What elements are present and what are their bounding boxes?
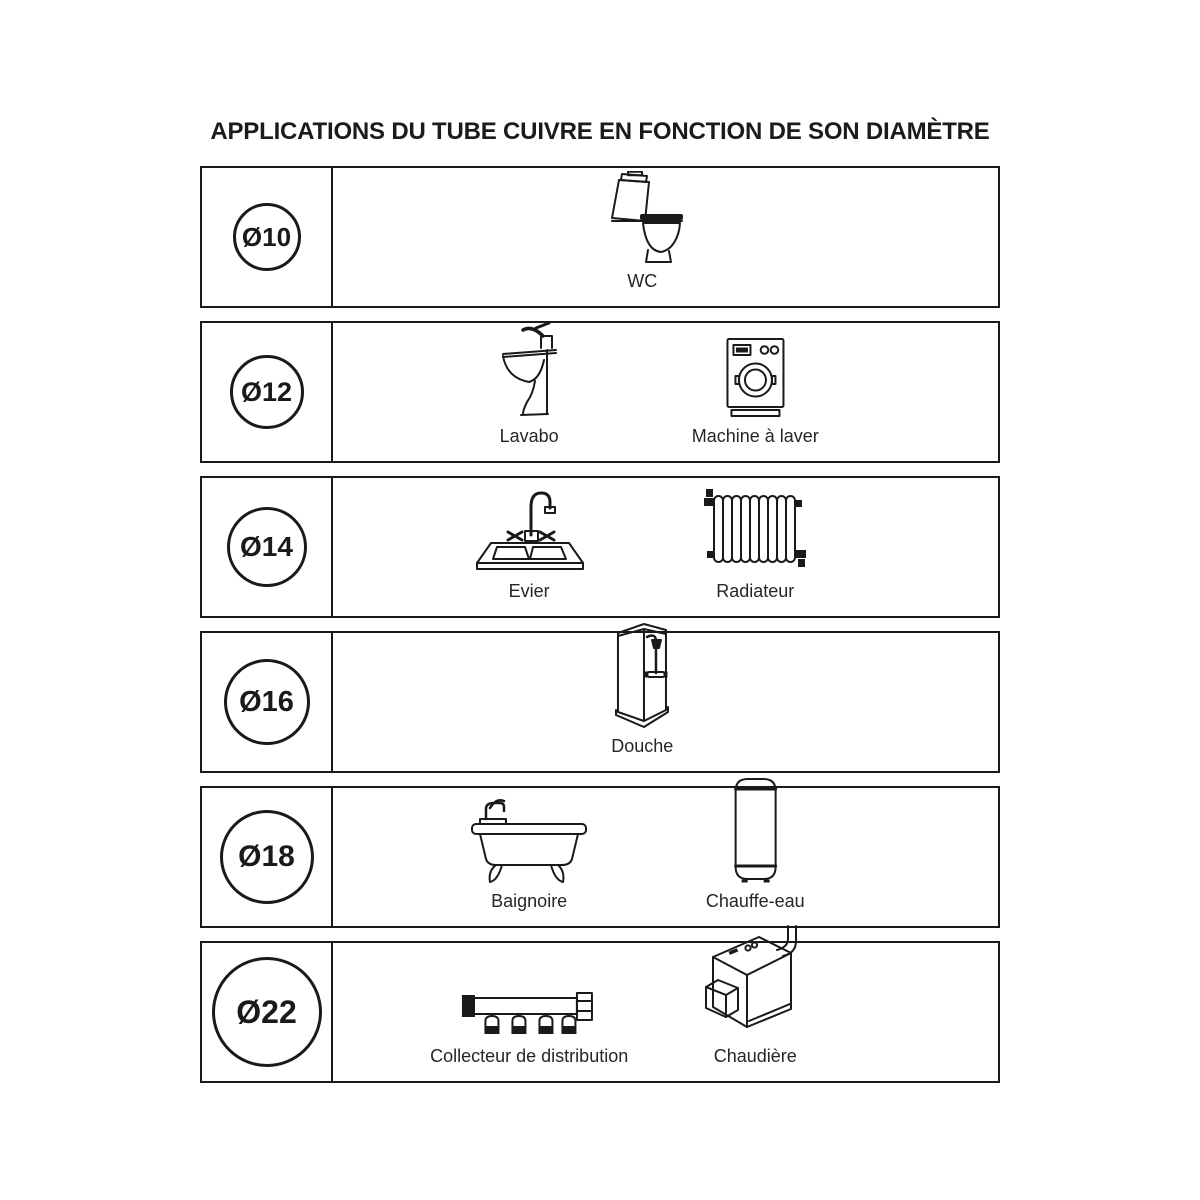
applications-cell <box>333 633 998 771</box>
application-label: Baignoire <box>491 891 568 911</box>
application-label: WC <box>627 271 658 291</box>
application-icon-box <box>473 485 585 573</box>
applications-cell <box>333 168 998 306</box>
diameter-badge: Ø10 <box>233 203 301 271</box>
diameter-row <box>200 476 1000 618</box>
application-item <box>473 478 585 616</box>
toilet-icon <box>599 171 685 263</box>
applications-table <box>200 166 1000 1083</box>
application-item <box>611 633 673 771</box>
bathtub-icon <box>470 795 588 883</box>
application-icon-box <box>499 320 559 418</box>
application-icon-box <box>470 795 588 883</box>
washing-machine-icon <box>724 338 786 418</box>
application-label: Chaudière <box>713 1046 797 1066</box>
water-heater-icon <box>732 776 778 883</box>
applications-cell <box>333 788 998 926</box>
application-icon-box <box>599 171 685 263</box>
diameter-badge: Ø14 <box>227 507 307 587</box>
application-icon-box <box>705 925 805 1038</box>
diameter-row <box>200 786 1000 928</box>
page-title: APPLICATIONS DU TUBE CUIVRE EN FONCTION DE SON DIAMÈTRE <box>210 118 990 145</box>
application-item <box>705 943 805 1081</box>
application-label: Evier <box>508 581 550 601</box>
application-icon-box <box>732 776 778 883</box>
application-item <box>499 323 559 461</box>
diameter-cell <box>202 633 333 771</box>
application-label: Machine à laver <box>691 426 819 446</box>
diameter-badge: Ø22 <box>212 957 322 1067</box>
applications-cell <box>333 478 998 616</box>
diameter-row <box>200 321 1000 463</box>
application-item <box>599 168 685 306</box>
diameter-cell <box>202 788 333 926</box>
application-label: Chauffe-eau <box>705 891 805 911</box>
application-icon-box <box>704 487 806 573</box>
diameter-badge: Ø18 <box>220 810 314 904</box>
application-label: Collecteur de distribution <box>430 1046 629 1066</box>
application-item <box>704 478 806 616</box>
manifold-icon <box>459 992 599 1038</box>
diameter-cell <box>202 478 333 616</box>
shower-icon <box>611 620 673 728</box>
radiator-icon <box>704 487 806 573</box>
diameter-badge: Ø12 <box>230 355 304 429</box>
diameter-cell <box>202 943 333 1081</box>
washbasin-icon <box>499 320 559 418</box>
diameter-row <box>200 941 1000 1083</box>
application-item <box>692 323 819 461</box>
application-icon-box <box>611 620 673 728</box>
application-icon-box <box>459 992 599 1038</box>
application-label: Lavabo <box>499 426 559 446</box>
diameter-cell <box>202 323 333 461</box>
kitchen-sink-icon <box>473 485 585 573</box>
application-label: Douche <box>611 736 674 756</box>
applications-cell <box>333 323 998 461</box>
boiler-icon <box>705 925 805 1038</box>
diameter-row <box>200 631 1000 773</box>
application-item <box>470 788 588 926</box>
application-item <box>430 943 628 1081</box>
application-icon-box <box>724 338 786 418</box>
applications-cell <box>333 943 998 1081</box>
infographic-page <box>200 0 1000 1083</box>
diameter-row <box>200 166 1000 308</box>
diameter-cell <box>202 168 333 306</box>
application-label: Radiateur <box>716 581 795 601</box>
diameter-badge: Ø16 <box>224 659 310 745</box>
application-item <box>706 788 805 926</box>
